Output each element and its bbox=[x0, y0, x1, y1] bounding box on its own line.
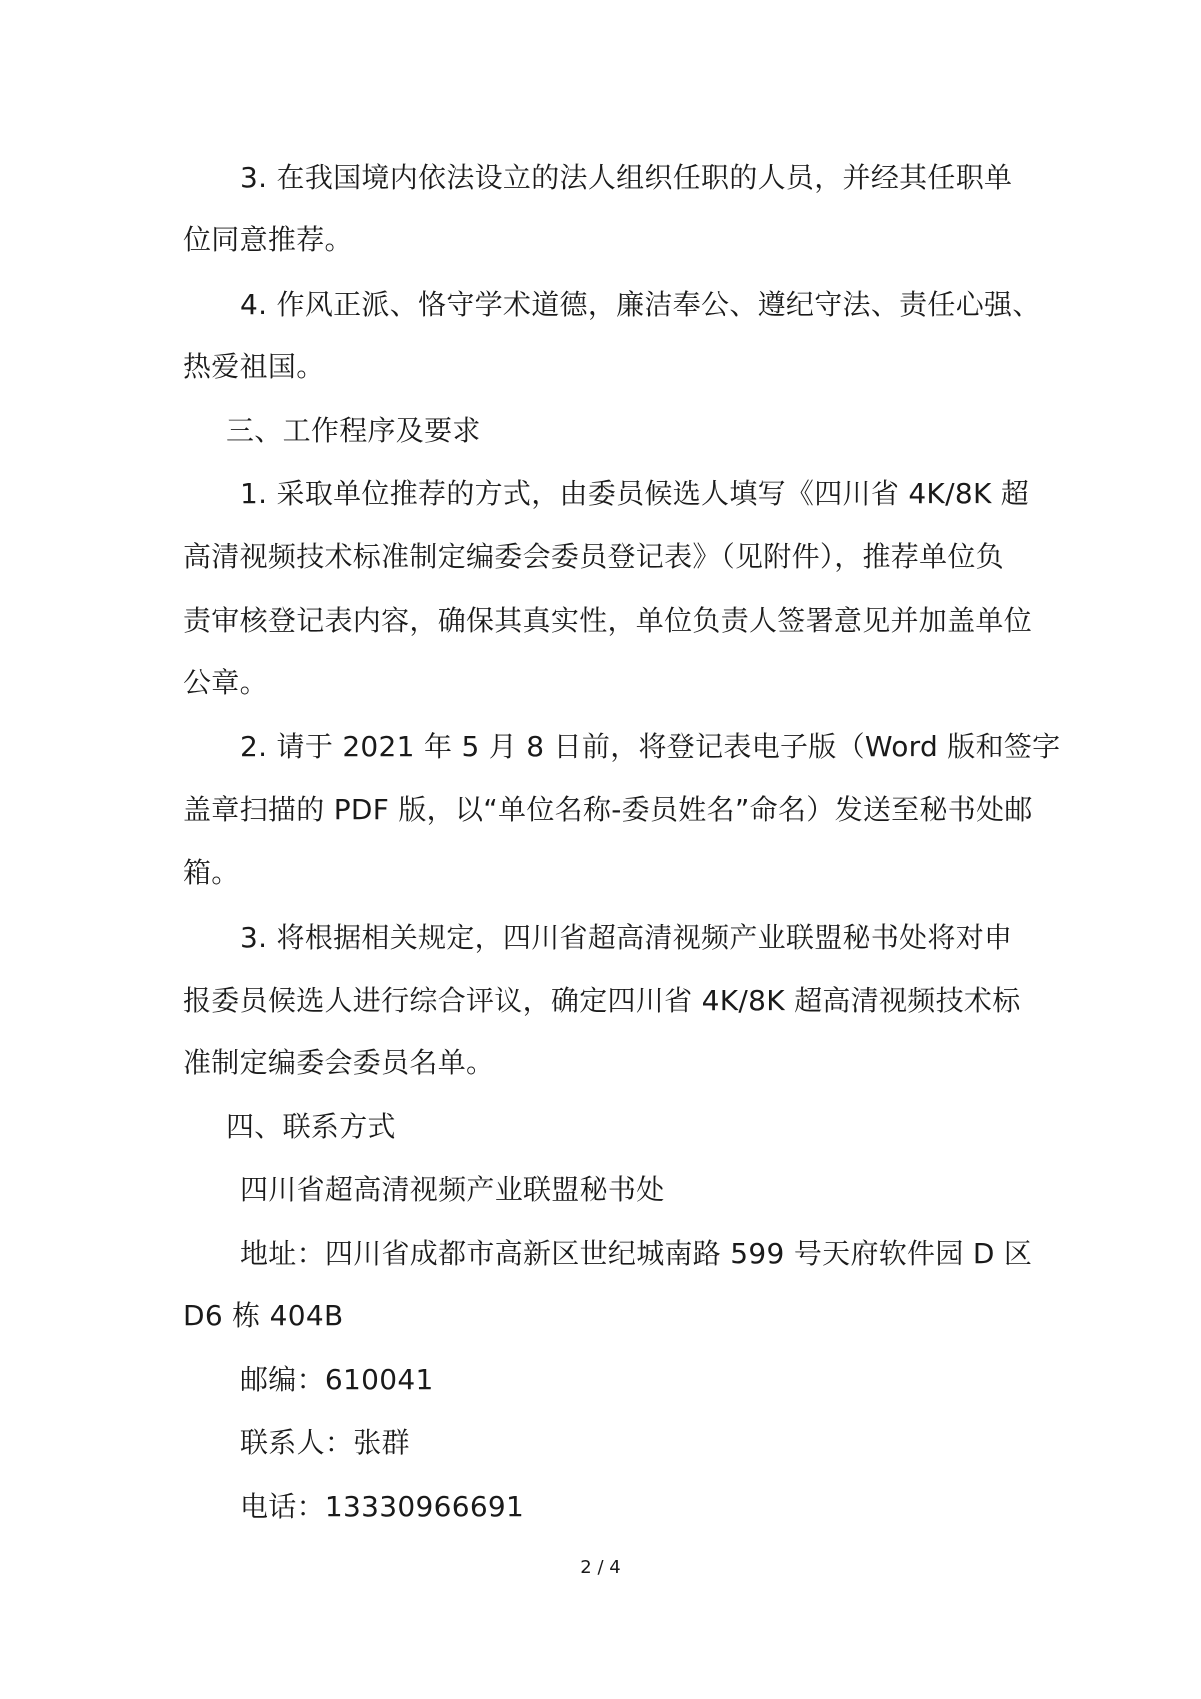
paragraph-line: 高清视频技术标准制定编委会委员登记表》（见附件），推荐单位负 bbox=[183, 540, 1005, 573]
paragraph-line: 箱。 bbox=[183, 856, 240, 889]
paragraph-line: 3. 在我国境内依法设立的法人组织任职的人员，并经其任职单 bbox=[240, 161, 1013, 194]
contact-postcode: 邮编：610041 bbox=[240, 1363, 434, 1396]
paragraph-line: 盖章扫描的 PDF 版，以“单位名称-委员姓名”命名）发送至秘书处邮 bbox=[183, 793, 1033, 826]
paragraph-line: 2. 请于 2021 年 5 月 8 日前，将登记表电子版（Word 版和签字 bbox=[240, 730, 1061, 763]
section-heading: 四、联系方式 bbox=[226, 1110, 396, 1143]
contact-phone: 电话：13330966691 bbox=[240, 1490, 525, 1523]
contact-address-continued: D6 栋 404B bbox=[183, 1299, 344, 1332]
paragraph-line: 公章。 bbox=[183, 666, 268, 699]
contact-person: 联系人：张群 bbox=[240, 1426, 410, 1459]
contact-address: 地址：四川省成都市高新区世纪城南路 599 号天府软件园 D 区 bbox=[240, 1237, 1033, 1270]
paragraph-line: 准制定编委会委员名单。 bbox=[183, 1046, 495, 1079]
page-number: 2 / 4 bbox=[580, 1557, 621, 1578]
section-heading: 三、工作程序及要求 bbox=[226, 414, 481, 447]
paragraph-line: 责审核登记表内容，确保其真实性，单位负责人签署意见并加盖单位 bbox=[183, 604, 1033, 637]
paragraph-line: 位同意推荐。 bbox=[183, 223, 353, 256]
contact-organization: 四川省超高清视频产业联盟秘书处 bbox=[240, 1173, 665, 1206]
paragraph-line: 热爱祖国。 bbox=[183, 350, 325, 383]
paragraph-line: 3. 将根据相关规定，四川省超高清视频产业联盟秘书处将对申 bbox=[240, 921, 1013, 954]
paragraph-line: 4. 作风正派、恪守学术道德，廉洁奉公、遵纪守法、责任心强、 bbox=[240, 288, 1041, 321]
paragraph-line: 1. 采取单位推荐的方式，由委员候选人填写《四川省 4K/8K 超 bbox=[240, 477, 1030, 510]
paragraph-line: 报委员候选人进行综合评议，确定四川省 4K/8K 超高清视频技术标 bbox=[183, 984, 1021, 1017]
